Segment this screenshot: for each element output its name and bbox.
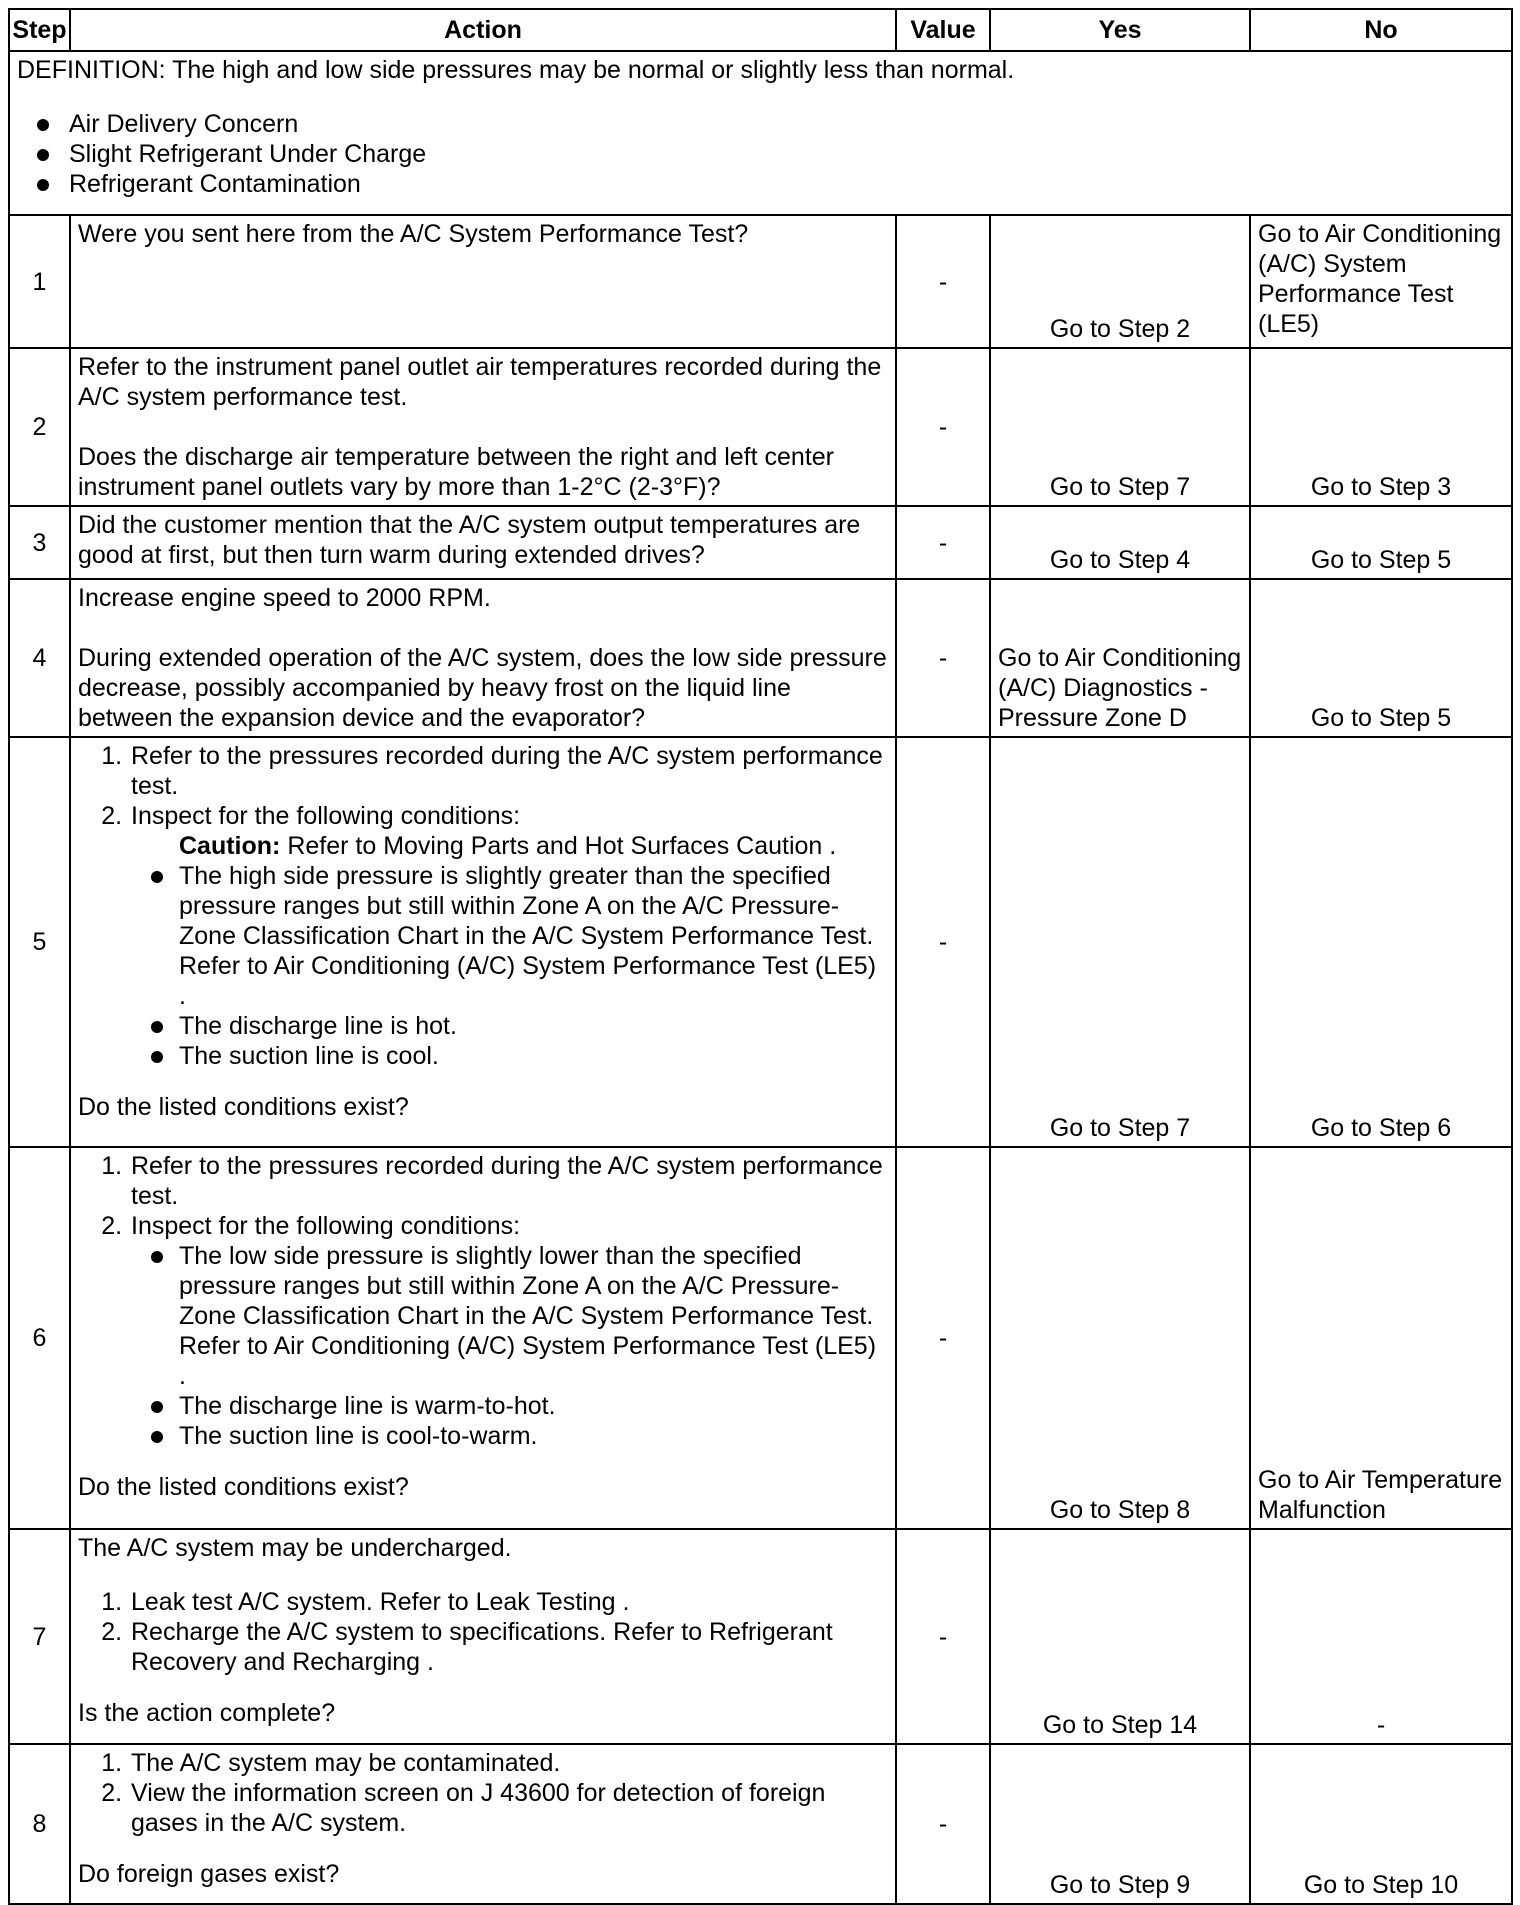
header-yes: Yes	[990, 9, 1250, 51]
list-item: 1. The A/C system may be contaminated.	[129, 1748, 888, 1778]
diagnostic-table	[8, 8, 1513, 1905]
value-cell: -	[896, 1744, 990, 1904]
step-number: 1	[9, 215, 70, 348]
numbered-list	[78, 1151, 888, 1451]
numbered-list	[78, 1748, 888, 1838]
list-item: The high side pressure is slightly greater than the specified pressure ranges but still within Zone A on the A/C Pressure-Zone Classification Chart in the A/C System Performance Test. Refer to Air Conditioning (A/C) System Performance Test (LE5) .	[131, 861, 888, 1011]
no-link[interactable]: Go to Step 5	[1250, 506, 1512, 579]
value-cell: -	[896, 348, 990, 506]
list-item: 2. View the information screen on J 43600 for detection of foreign gases in the A/C system.	[129, 1778, 888, 1838]
action-cell	[70, 737, 896, 1147]
step-number: 4	[9, 579, 70, 737]
value-cell: -	[896, 1147, 990, 1529]
list-item: 1. Leak test A/C system. Refer to Leak Testing .	[129, 1587, 888, 1617]
instruction-text: Refer to the instrument panel outlet air temperatures recorded during the A/C system performance test.	[78, 353, 882, 411]
caution-label: Caution:	[179, 832, 281, 860]
instruction-text: Increase engine speed to 2000 RPM.	[78, 584, 491, 612]
list-item: Refrigerant Contamination	[17, 169, 1504, 199]
condition-list	[131, 861, 888, 1071]
yes-link[interactable]: Go to Step 2	[990, 215, 1250, 348]
caution-note	[131, 831, 888, 861]
value-cell: -	[896, 506, 990, 579]
step-number: 8	[9, 1744, 70, 1904]
question-text: Do the listed conditions exist?	[78, 1473, 409, 1501]
numbered-list	[78, 1587, 888, 1677]
table-row	[9, 1147, 1512, 1529]
condition-list	[131, 1241, 888, 1451]
step-number: 7	[9, 1529, 70, 1744]
list-item	[129, 1211, 888, 1451]
list-item-text: Refer to the pressures recorded during the A/C system performance test.	[131, 1152, 883, 1210]
no-link[interactable]: Go to Air Conditioning (A/C) System Performance Test (LE5)	[1250, 215, 1512, 348]
header-step: Step	[9, 9, 70, 51]
definition-text: DEFINITION: The high and low side pressures may be normal or slightly less than normal.	[17, 56, 1015, 84]
question-text: Did the customer mention that the A/C system output temperatures are good at first, but then turn warm during extended drives?	[78, 511, 861, 569]
numbered-list	[78, 741, 888, 1071]
action-cell	[70, 579, 896, 737]
no-link: -	[1250, 1529, 1512, 1744]
table-row	[9, 215, 1512, 348]
list-item	[129, 1151, 888, 1211]
table-row	[9, 1529, 1512, 1744]
action-cell	[70, 1147, 896, 1529]
step-number: 6	[9, 1147, 70, 1529]
action-cell	[70, 215, 896, 348]
list-item: The discharge line is hot.	[131, 1011, 888, 1041]
step-number: 3	[9, 506, 70, 579]
header-value: Value	[896, 9, 990, 51]
list-item: The discharge line is warm-to-hot.	[131, 1391, 888, 1421]
header-action: Action	[70, 9, 896, 51]
question-text: Were you sent here from the A/C System Performance Test?	[78, 220, 749, 248]
header-row	[9, 9, 1512, 51]
list-item-text: Refer to the pressures recorded during the A/C system performance test.	[131, 742, 883, 800]
instruction-text: The A/C system may be undercharged.	[78, 1534, 512, 1562]
no-link[interactable]: Go to Step 5	[1250, 579, 1512, 737]
question-text: Do the listed conditions exist?	[78, 1093, 409, 1121]
no-link[interactable]: Go to Air Temperature Malfunction	[1250, 1147, 1512, 1529]
definition-row	[9, 51, 1512, 215]
question-text: Do foreign gases exist?	[78, 1860, 340, 1888]
question-text: Does the discharge air temperature between the right and left center instrument panel outlets vary by more than 1-2°C (2-3°F)?	[78, 443, 834, 501]
value-cell: -	[896, 579, 990, 737]
value-cell: -	[896, 215, 990, 348]
yes-link[interactable]: Go to Air Conditioning (A/C) Diagnostics - Pressure Zone D	[990, 579, 1250, 737]
action-cell	[70, 1529, 896, 1744]
value-cell: -	[896, 1529, 990, 1744]
action-cell	[70, 1744, 896, 1904]
list-item: 2. Recharge the A/C system to specifications. Refer to Refrigerant Recovery and Recharging .	[129, 1617, 888, 1677]
definition-cell	[9, 51, 1512, 215]
value-cell: -	[896, 737, 990, 1147]
list-item	[129, 741, 888, 801]
step-number: 5	[9, 737, 70, 1147]
list-item-text: Inspect for the following conditions:	[131, 802, 521, 830]
list-item: Air Delivery Concern	[17, 109, 1504, 139]
definition-list	[17, 109, 1504, 199]
yes-link[interactable]: Go to Step 9	[990, 1744, 1250, 1904]
table-row	[9, 506, 1512, 579]
table-row	[9, 737, 1512, 1147]
table-row	[9, 348, 1512, 506]
table-row	[9, 1744, 1512, 1904]
list-item-text: Inspect for the following conditions:	[131, 1212, 521, 1240]
step-number: 2	[9, 348, 70, 506]
action-cell	[70, 348, 896, 506]
yes-link[interactable]: Go to Step 7	[990, 737, 1250, 1147]
table-row	[9, 579, 1512, 737]
list-item	[129, 801, 888, 1071]
yes-link[interactable]: Go to Step 4	[990, 506, 1250, 579]
list-item: The suction line is cool.	[131, 1041, 888, 1071]
yes-link[interactable]: Go to Step 7	[990, 348, 1250, 506]
question-text: During extended operation of the A/C system, does the low side pressure decrease, possibly accompanied by heavy frost on the liquid line between the expansion device and the evaporator?	[78, 644, 887, 732]
caution-text: Refer to Moving Parts and Hot Surfaces Caution .	[280, 832, 837, 860]
action-cell	[70, 506, 896, 579]
header-no: No	[1250, 9, 1512, 51]
yes-link[interactable]: Go to Step 14	[990, 1529, 1250, 1744]
question-text: Is the action complete?	[78, 1699, 336, 1727]
list-item: Slight Refrigerant Under Charge	[17, 139, 1504, 169]
list-item: The low side pressure is slightly lower than the specified pressure ranges but still within Zone A on the A/C Pressure-Zone Classification Chart in the A/C System Performance Test. Refer to Air Conditioning (A/C) System Performance Test (LE5) .	[131, 1241, 888, 1391]
no-link[interactable]: Go to Step 3	[1250, 348, 1512, 506]
no-link[interactable]: Go to Step 6	[1250, 737, 1512, 1147]
no-link[interactable]: Go to Step 10	[1250, 1744, 1512, 1904]
yes-link[interactable]: Go to Step 8	[990, 1147, 1250, 1529]
list-item: The suction line is cool-to-warm.	[131, 1421, 888, 1451]
